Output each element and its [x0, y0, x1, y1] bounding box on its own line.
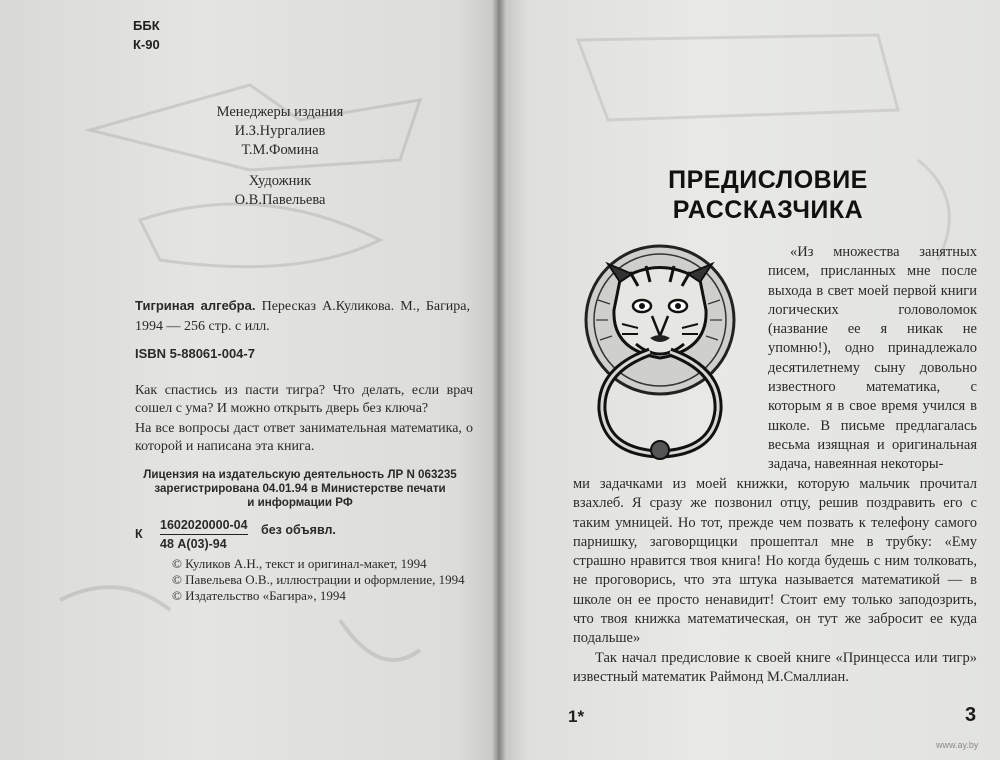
copyright-line: © Павельева О.В., иллюстрации и оформление, 1994	[172, 572, 465, 587]
book-title: Тигриная алгебра.	[135, 298, 256, 313]
tiger-door-knocker-icon	[580, 240, 750, 465]
book-gutter	[492, 0, 506, 760]
artist-name: О.В.Павельева	[234, 192, 326, 208]
code-denominator: 48 А(03)-94	[160, 537, 227, 551]
preface-text	[573, 475, 977, 687]
license-line: и информации РФ	[247, 496, 353, 509]
bbk-classification	[133, 16, 160, 54]
preface-paragraph: ми задачками из моей книжки, которую мальчик прочитал взахлеб. Я сразу же позвонил отцу, решив поздравить его с таким умницей. Но тот, прежде чем позвать к телефону самого парнишку, заговорщицки прошептал мне в трубку: «Ему страшно нравится твоя книга! Но когда будешь с ним толковать, не проговорись, что эта штука называется математикой — в школе он ее просто ненавидит! Стоит ему только заподозрить, что твоя книжка математическая, он тут же забросит ее куда подальше»	[573, 476, 977, 647]
left-page	[0, 0, 498, 760]
chapter-title	[653, 165, 883, 225]
chapter-title-line: РАССКАЗЧИКА	[672, 196, 864, 224]
page-number: 3	[965, 704, 977, 726]
manager-name: И.З.Нургалиев	[234, 123, 326, 139]
catalog-entry	[135, 296, 470, 337]
isbn: ISBN 5-88061-004-7	[135, 346, 255, 361]
annotation-paragraph: На все вопросы даст ответ занимательная математика, о которой и написана эта книга.	[135, 421, 473, 454]
preface-paragraph: «Из множества занятных писем, присланных мне после выхода в свет моей первой книги логических головоломок (название ее я никак не упомню!), одно принадлежало десятилетнему сыну довольно известного математика, с которым я в свое время учился в школе. В письме предлагалась весьма изящная и оригинальная задача, навеянная некоторы-	[768, 244, 977, 473]
code-letter: К	[135, 527, 143, 541]
author-mark: К-90	[133, 37, 160, 52]
catalog-details: Пересказ А.Куликова. М., Багира, 1994 — 256 стр. с илл.	[135, 299, 471, 334]
right-page	[498, 0, 1000, 760]
managers-label: Менеджеры издания	[216, 104, 344, 120]
copyright-block	[172, 556, 465, 604]
bbk-line: ББК	[133, 18, 160, 33]
license-info	[135, 468, 465, 510]
watermark: www.ay.by	[936, 740, 979, 750]
artist-label: Художник	[248, 173, 312, 189]
code-note: без объявл.	[261, 523, 336, 537]
license-line: Лицензия на издательскую деятельность ЛР N 063235	[143, 468, 457, 481]
signature-mark: 1*	[568, 707, 585, 726]
preface-wrapped-text	[768, 243, 977, 475]
managers-block	[210, 103, 350, 160]
copyright-line: © Издательство «Багира», 1994	[172, 588, 346, 603]
manager-name: Т.М.Фомина	[241, 142, 319, 158]
chapter-title-line: ПРЕДИСЛОВИЕ	[668, 166, 868, 194]
license-line: зарегистрирована 04.01.94 в Министерстве печати	[154, 482, 446, 495]
publication-code	[135, 517, 375, 551]
code-fraction	[160, 517, 248, 552]
artist-block	[215, 172, 345, 210]
copyright-line: © Куликов А.Н., текст и оригинал-макет, 1994	[172, 556, 427, 571]
preface-paragraph: Так начал предисловие к своей книге «Принцесса или тигр» известный математик Раймонд М.Смаллиан.	[573, 649, 977, 685]
code-numerator: 1602020000-04	[160, 517, 248, 535]
annotation	[135, 382, 473, 456]
annotation-paragraph: Как спастись из пасти тигра? Что делать, если врач сошел с ума? И можно открыть дверь без ключа?	[135, 383, 473, 416]
